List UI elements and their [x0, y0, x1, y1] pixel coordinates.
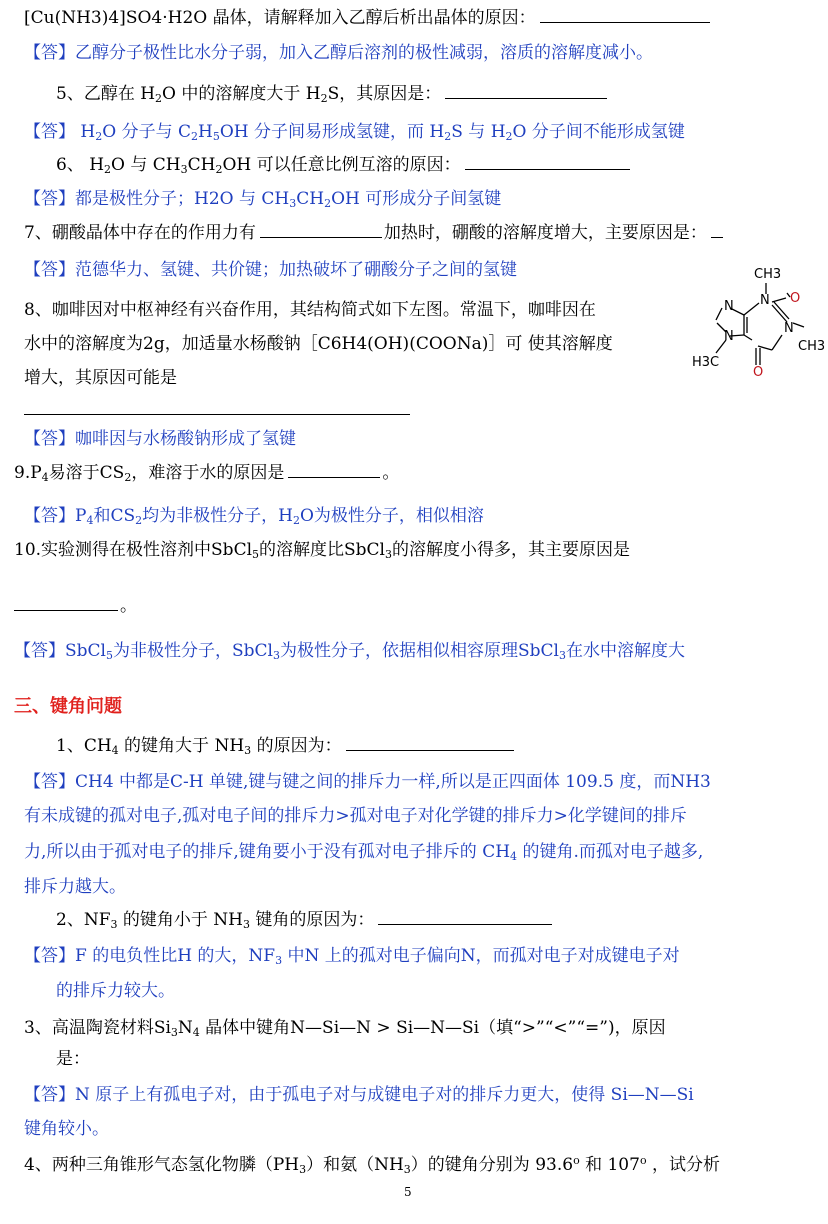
answer-b1-line3	[24, 840, 703, 864]
answer-b1-line1: 【答】CH4 中都是C-H 单键,键与键之间的排斥力一样,所以是正四面体 109.5 度，而NH3	[24, 772, 711, 792]
subscript: 4	[41, 471, 49, 484]
caffeine-label: O	[753, 365, 764, 380]
bond-angle-q4	[24, 1153, 720, 1177]
question-8-line1: 8、咖啡因对中枢神经有兴奋作用，其结构简式如下左图。常温下，咖啡因在	[24, 300, 596, 320]
q7-text: 加热时，硼酸的溶解度增大，主要原因是：	[383, 223, 707, 243]
subscript: 2	[215, 163, 223, 176]
answer-9	[24, 504, 484, 528]
superscript: o	[639, 1154, 647, 1167]
subscript: 2	[124, 471, 132, 484]
question-5	[56, 82, 607, 106]
a5-text: H	[198, 122, 213, 142]
subscript: 2	[155, 92, 163, 105]
ab1-text: 力,所以由于孤对电子的排斥,键角要小于没有孤对电子排斥的 CH	[24, 842, 511, 862]
q10-text: 。	[120, 596, 137, 616]
superscript: o	[573, 1154, 580, 1167]
q9-text: ，难溶于水的原因是	[131, 463, 285, 483]
answer-blank[interactable]	[260, 221, 382, 238]
b2-text: 的键角小于 NH	[117, 910, 244, 930]
answer-blank[interactable]	[288, 461, 380, 478]
caffeine-label: N	[760, 293, 770, 308]
b1-text: 的原因为：	[251, 736, 342, 756]
subscript: 5	[105, 649, 113, 662]
answer-b3-line1: 【答】N 原子上有孤电子对，由于孤电子对与成键电子对的排斥力更大，使得 Si—N—Si	[24, 1085, 694, 1105]
q5-text: S，其原因是：	[327, 84, 442, 104]
question-9	[14, 461, 399, 485]
a10-text: 为非极性分子，SbCl	[112, 641, 273, 661]
caffeine-label: N	[724, 329, 734, 344]
a9-text: 和CS	[93, 506, 136, 526]
q5-text: 5、乙醇在 H	[56, 84, 156, 104]
subscript: 3	[558, 649, 566, 662]
subscript: 2	[320, 92, 328, 105]
q10-text: 的溶解度比SbCl	[259, 540, 385, 560]
a6-text: CH	[296, 189, 325, 209]
a5-text: O 分子间不能形成氢键	[512, 122, 685, 142]
subscript: 4	[510, 850, 518, 863]
subscript: 3	[110, 918, 118, 931]
b4-text: 4、两种三角锥形气态氢化物膦（PH	[24, 1155, 300, 1175]
question-8-line3: 增大，其原因可能是	[24, 368, 177, 388]
a10-text: 【答】SbCl	[14, 641, 106, 661]
a9-text: 【答】P	[24, 506, 87, 526]
subscript: 3	[272, 649, 280, 662]
subscript: 4	[192, 1026, 200, 1039]
q9-text: 9.P	[14, 463, 42, 483]
subscript: 2	[191, 130, 198, 143]
q10-text: 10.实验测得在极性溶剂中SbCl	[14, 540, 253, 560]
answer-blank[interactable]	[378, 908, 552, 925]
caffeine-label: H3C	[692, 355, 720, 370]
a6-text: 【答】都是极性分子；H2O 与 CH	[24, 189, 290, 209]
subscript: 3	[244, 744, 252, 757]
q9-text: 易溶于CS	[48, 463, 125, 483]
subscript: 2	[292, 514, 300, 527]
q4-tail-text: [Cu(NH3)4]SO4·H2O 晶体，请解释加入乙醇后析出晶体的原因：	[24, 8, 536, 28]
answer-blank[interactable]	[14, 594, 118, 611]
subscript: 2	[104, 163, 112, 176]
subscript: 3	[243, 918, 251, 931]
a5-text: O 分子与 C	[102, 122, 191, 142]
b2-text: 键角的原因为：	[250, 910, 375, 930]
answer-q4: 【答】乙醇分子极性比水分子弱，加入乙醇后溶剂的极性减弱，溶质的溶解度减小。	[24, 43, 653, 63]
subscript: 2	[444, 130, 452, 143]
question-6	[56, 153, 630, 177]
b3-text: 3、高温陶瓷材料Si	[24, 1018, 171, 1038]
a9-text: O为极性分子，相似相溶	[299, 506, 484, 526]
a5-text: S 与 H	[451, 122, 506, 142]
subscript: 2	[505, 130, 513, 143]
bond-angle-q3	[24, 1016, 666, 1040]
q6-text: OH 可以任意比例互溶的原因：	[222, 155, 461, 175]
a9-text: 均为非极性分子，H	[142, 506, 293, 526]
answer-blank[interactable]	[445, 82, 607, 99]
question-7	[24, 221, 723, 245]
b4-text: ，试分析	[646, 1155, 720, 1175]
subscript: 2	[135, 514, 143, 527]
subscript: 3	[385, 548, 392, 561]
caffeine-label: O	[790, 291, 801, 306]
subscript: 3	[289, 197, 297, 210]
question-10-blank-line	[14, 594, 137, 618]
answer-blank[interactable]	[540, 6, 710, 23]
subscript: 2	[95, 130, 103, 143]
answer-blank[interactable]	[711, 221, 723, 238]
caffeine-label: N	[784, 321, 794, 336]
b4-text: ）和氨（NH	[306, 1155, 404, 1175]
q6-text: CH	[187, 155, 216, 175]
caffeine-label: CH3	[798, 339, 826, 354]
answer-blank[interactable]	[465, 153, 630, 170]
question-8-line2: 水中的溶解度为2g，加适量水杨酸钠［C6H4(OH)(COONa)］可 使其溶解度	[24, 334, 613, 354]
answer-6	[24, 187, 501, 211]
answer-b2-line2: 的排斥力较大。	[56, 981, 175, 1001]
b4-text: 和 107	[579, 1155, 640, 1175]
b3-text: 晶体中键角N—Si—N > Si—N—Si（填“>”“<”“=”)，原因	[199, 1018, 666, 1038]
caffeine-label: CH3	[754, 267, 782, 282]
subscript: 3	[299, 1163, 307, 1176]
q6-text: 6、 H	[56, 155, 105, 175]
subscript: 2	[324, 197, 332, 210]
bond-angle-q1	[56, 734, 514, 758]
bond-angle-q3-line2: 是：	[56, 1049, 90, 1069]
answer-b1-line2: 有未成键的孤对电子,孤对电子间的排斥力>孤对电子对化学键的排斥力>化学键间的排斥	[24, 806, 687, 826]
subscript: 5	[212, 130, 220, 143]
q5-text: O 中的溶解度大于 H	[162, 84, 321, 104]
answer-8: 【答】咖啡因与水杨酸钠形成了氢键	[24, 429, 296, 449]
ab1-text: 的键角.而孤对电子越多,	[517, 842, 704, 862]
q6-text: O 与 CH	[111, 155, 181, 175]
subscript: 3	[170, 1026, 178, 1039]
answer-7: 【答】范德华力、氢键、共价键；加热破坏了硼酸分子之间的氢键	[24, 260, 517, 280]
a5-text: 【答】 H	[24, 122, 96, 142]
subscript: 3	[275, 954, 283, 967]
subscript: 3	[403, 1163, 411, 1176]
b1-text: 的键角大于 NH	[118, 736, 245, 756]
b2-text: 2、NF	[56, 910, 111, 930]
answer-10	[14, 639, 685, 663]
q10-text: 的溶解度小得多，其主要原因是	[392, 540, 630, 560]
answer-b2-line1	[24, 944, 680, 968]
answer-blank[interactable]	[346, 734, 514, 751]
answer-b1-line4: 排斥力越大。	[24, 877, 126, 897]
b3-text: N	[177, 1018, 193, 1038]
answer-blank-8[interactable]	[24, 414, 410, 415]
a10-text: 在水中溶解度大	[565, 641, 685, 661]
subscript: 4	[111, 744, 119, 757]
q7-text: 7、硼酸晶体中存在的作用力有	[24, 223, 256, 243]
q4-tail-line	[24, 6, 710, 30]
subscript: 5	[252, 548, 260, 561]
ab2-text: 中N 上的孤对电子偏向N，而孤对电子对成键电子对	[282, 946, 680, 966]
bond-angle-q2	[56, 908, 552, 932]
section-heading: 三、键角问题	[14, 696, 122, 717]
q9-text: 。	[382, 463, 400, 483]
a6-text: OH 可形成分子间氢键	[331, 189, 502, 209]
subscript: 3	[180, 163, 188, 176]
a10-text: 为极性分子，依据相似相容原理SbCl	[279, 641, 559, 661]
b4-text: ）的键角分别为 93.6	[410, 1155, 574, 1175]
a5-text: OH 分子间易形成氢键，而 H	[219, 122, 445, 142]
answer-b3-line2: 键角较小。	[24, 1119, 109, 1139]
subscript: 4	[86, 514, 94, 527]
answer-5	[24, 120, 685, 144]
question-10	[14, 538, 630, 562]
caffeine-structure-image	[686, 260, 826, 380]
page-number: 5	[404, 1185, 412, 1199]
ab2-text: 【答】F 的电负性比H 的大，NF	[24, 946, 276, 966]
caffeine-label: N	[724, 299, 734, 314]
b1-text: 1、CH	[56, 736, 112, 756]
